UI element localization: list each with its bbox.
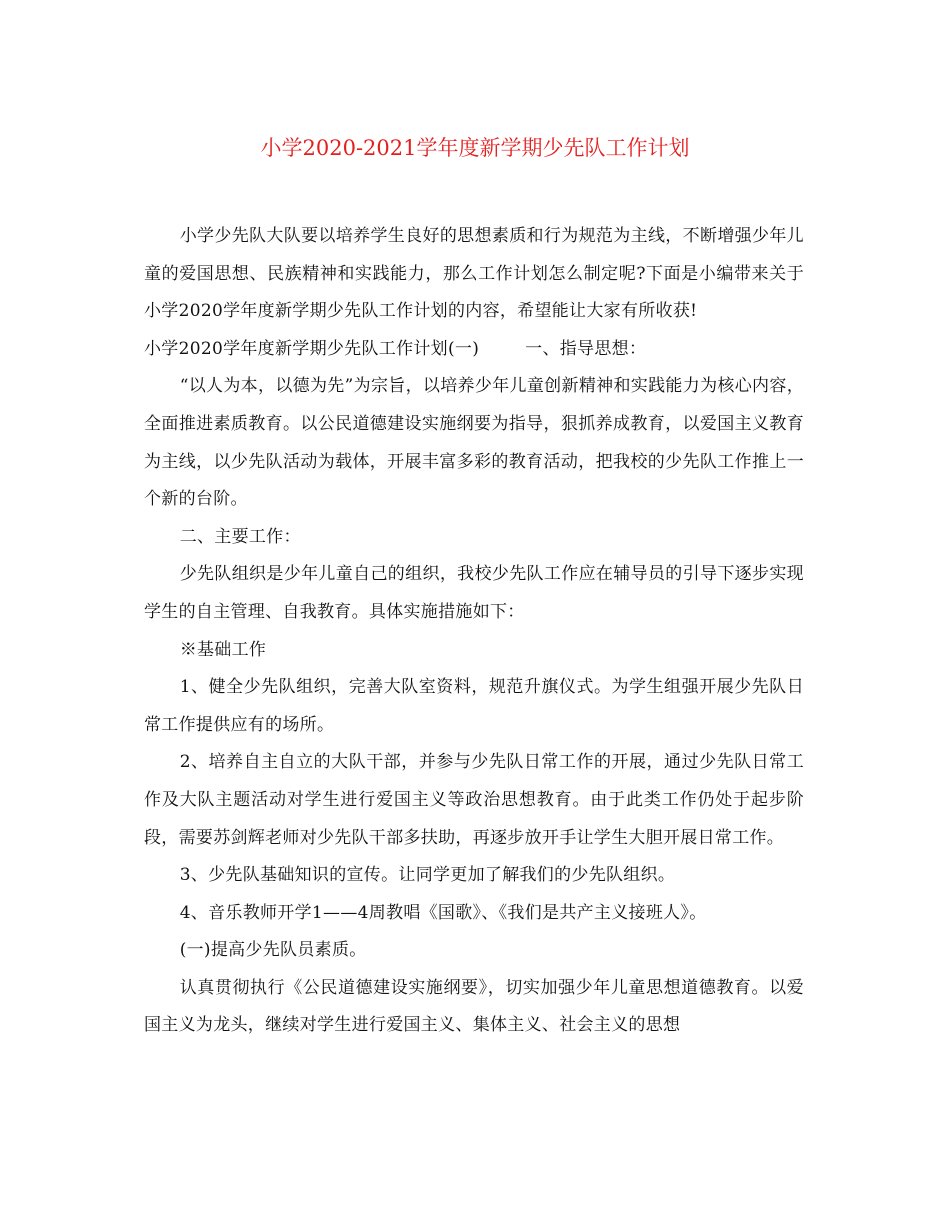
plan-heading: 小学2020学年度新学期少先队工作计划(一) [144, 338, 480, 359]
item-4-paragraph: 4、音乐教师开学1——4周教唱《国歌》、《我们是共产主义接班人》。 [179, 902, 707, 923]
intro-paragraph: 小学少先队大队要以培养学生良好的思想素质和行为规范为主线，不断增强少年儿童的爱国思想、民族精神和实践能力，那么工作计划怎么制定呢?下面是小编带来关于小学2020学年度新学期少先队工作计划的内容，希望能让大家有所收获! [144, 226, 804, 322]
guiding-thought-paragraph: “以人为本，以德为先”为宗旨，以培养少年儿童创新精神和实践能力为核心内容，全面推进素质教育。以公民道德建设实施纲要为指导，狠抓养成教育，以爱国主义教育为主线，以少先队活动为载体，开展丰富多彩的教育活动，把我校的少先队工作推上一个新的台阶。 [144, 376, 804, 510]
implementation-paragraph: 认真贯彻执行《公民道德建设实施纲要》，切实加强少年儿童思想道德教育。以爱国主义为龙头，继续对学生进行爱国主义、集体主义、社会主义的思想 [144, 977, 804, 1036]
organization-paragraph: 少先队组织是少年儿童自己的组织，我校少先队工作应在辅导员的引导下逐步实现学生的自主管理、自我教育。具体实施措施如下： [144, 564, 804, 622]
item-1-paragraph: 1、健全少先队组织，完善大队室资料，规范升旗仪式。为学生组强开展少先队日常工作提供应有的场所。 [144, 677, 804, 735]
section-one-heading: 一、指导思想： [525, 338, 647, 359]
plan-heading-line [144, 331, 804, 369]
section-two-heading: 二、主要工作： [179, 526, 301, 547]
basic-work-heading: ※基础工作 [179, 639, 267, 660]
document-body [144, 218, 804, 1045]
item-3-paragraph: 3、少先队基础知识的宣传。让同学更加了解我们的少先队组织。 [179, 865, 676, 886]
item-2-paragraph: 2、培养自主自立的大队干部，并参与少先队日常工作的开展，通过少先队日常工作及大队主题活动对学生进行爱国主义等政治思想教育。由于此类工作仍处于起步阶段，需要苏剑辉老师对少先队干部多扶助，再逐步放开手让学生大胆开展日常工作。 [144, 752, 804, 848]
subsection-one-heading: (一)提高少先队员素质。 [179, 940, 367, 961]
document-title: 小学2020-2021学年度新学期少先队工作计划 [260, 136, 690, 160]
